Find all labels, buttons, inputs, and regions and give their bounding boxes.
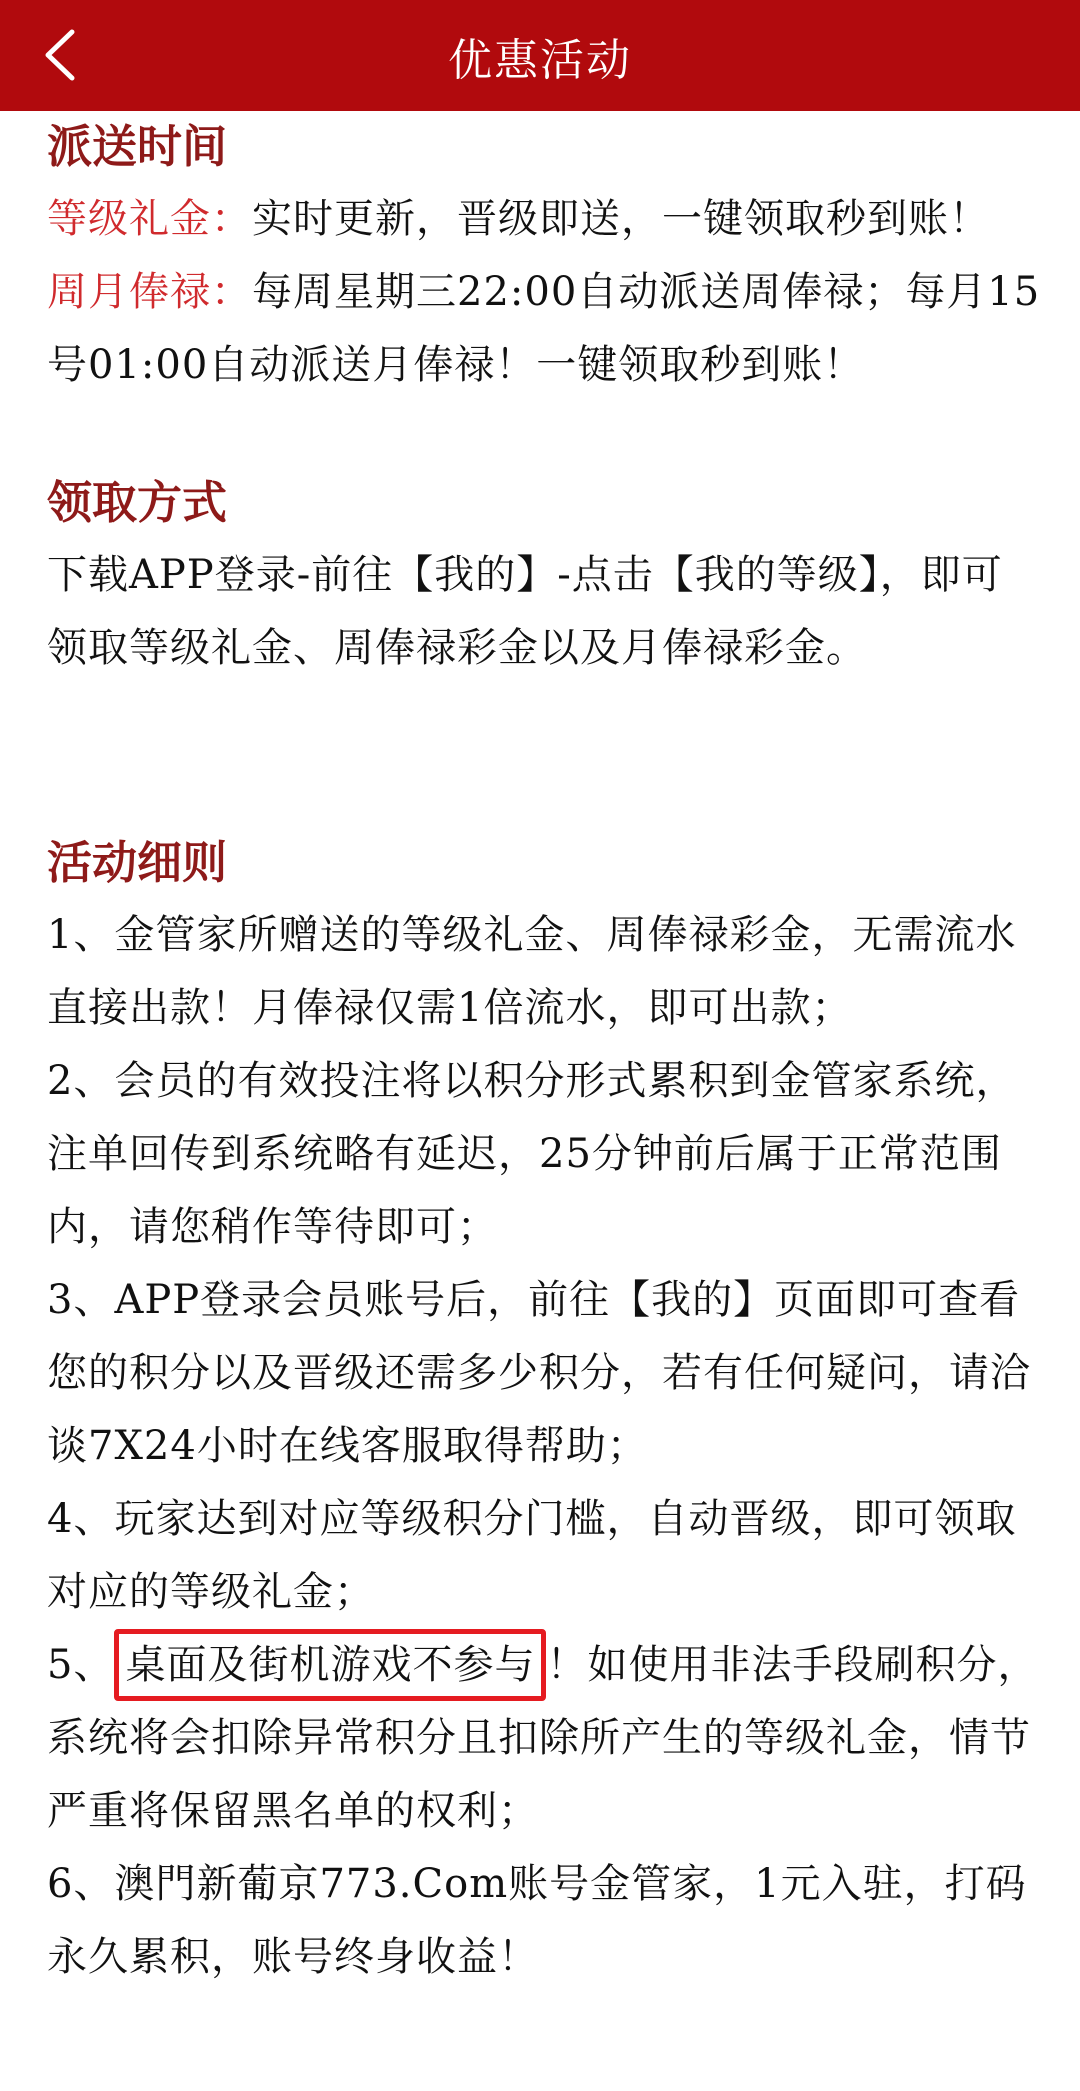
section-title-dispatch: 派送时间 [47, 120, 228, 173]
section-title-claim: 领取方式 [47, 476, 228, 529]
rule-item-5 [47, 1629, 1042, 1848]
spacer [47, 685, 1042, 827]
section-title-rules: 活动细则 [47, 836, 228, 889]
salary-text: 每周星期三22:00自动派送周俸禄；每月15号01:00自动派送月俸禄！一键领取秒到账！ [47, 269, 1041, 388]
app-header [0, 0, 1080, 111]
rule-item-4: 4、玩家达到对应等级积分门槛，自动晋级，即可领取对应的等级礼金； [47, 1496, 1017, 1615]
page-title: 优惠活动 [448, 34, 632, 86]
salary-label: 周月俸禄： [47, 269, 252, 315]
highlight-box: 桌面及街机游戏不参与 [114, 1629, 546, 1701]
rule-item-5-text: ！如使用非法手段刷积分，系统将会扣除异常积分且扣除所产生的等级礼金，情节严重将保留黑名单的权利； [47, 1642, 1039, 1834]
level-gift-label: 等级礼金： [47, 196, 252, 242]
back-button[interactable] [34, 22, 88, 88]
salary-paragraph [47, 256, 1042, 402]
rule-item-5-prefix: 5、 [47, 1642, 115, 1688]
rule-item-1: 1、金管家所赠送的等级礼金、周俸禄彩金，无需流水直接出款！月俸禄仅需1倍流水，即可出款； [47, 912, 1017, 1031]
rule-item-6: 6、澳門新葡京773.Com账号金管家，1元入驻，打码永久累积，账号终身收益！ [47, 1861, 1027, 1980]
promo-content [47, 111, 1042, 1994]
rule-item-2: 2、会员的有效投注将以积分形式累积到金管家系统，注单回传到系统略有延迟，25分钟前后属于正常范围内，请您稍作等待即可； [47, 1058, 1017, 1250]
spacer [47, 402, 1042, 467]
rule-item-3: 3、APP登录会员账号后，前往【我的】页面即可查看您的积分以及晋级还需多少积分，若有任何疑问，请洽谈7X24小时在线客服取得帮助； [47, 1277, 1031, 1469]
claim-paragraph: 下载APP登录-前往【我的】-点击【我的等级】，即可领取等级礼金、周俸禄彩金以及月俸禄彩金。 [47, 552, 1003, 671]
chevron-left-icon [34, 22, 88, 88]
level-gift-text: 实时更新，晋级即送，一键领取秒到账！ [252, 196, 990, 242]
level-gift-paragraph [47, 183, 1042, 256]
